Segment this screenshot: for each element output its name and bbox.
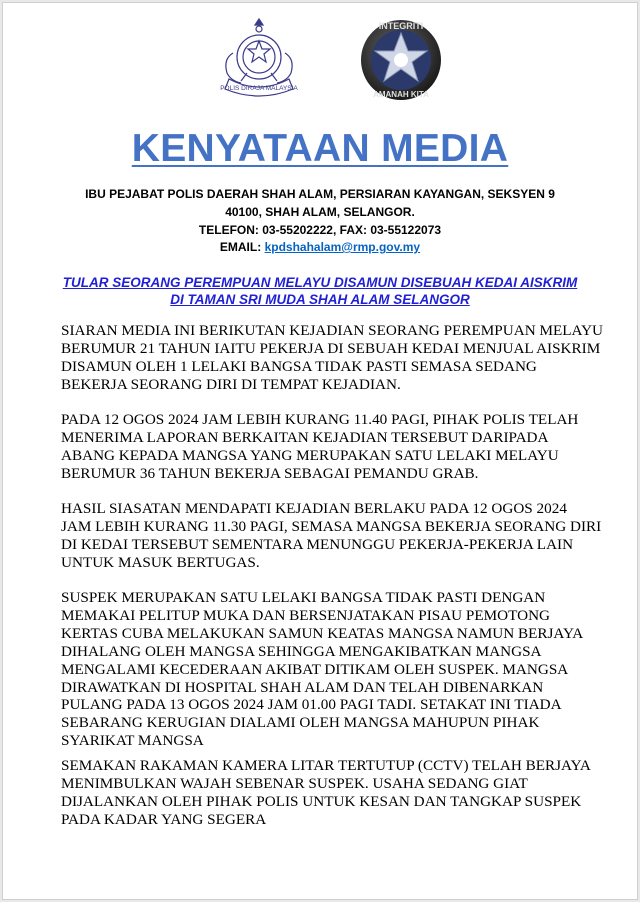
paragraph-line: DI KEDAI TERSEBUT SEMENTARA MENUNGGU PEKERJA-PEKERJA LAIN (61, 535, 574, 553)
paragraph-3 (61, 500, 601, 572)
paragraph-line: SIARAN MEDIA INI BERIKUTAN KEJADIAN SEORANG PEREMPUAN MELAYU (61, 322, 604, 339)
paragraph-line: BERUMUR 21 TAHUN IAITU PEKERJA DI SEBUAH KEDAI MENJUAL AISKRIM (61, 339, 601, 357)
address-line-2: 40100, SHAH ALAM, SELANGOR. (225, 205, 415, 219)
paragraph-line: KERTAS CUBA MELAKUKAN SAMUN KEATAS MANGSA NAMUN BERJAYA (61, 624, 584, 642)
page-title: KENYATAAN MEDIA (131, 127, 509, 170)
paragraph-line: SYARIKAT MANGSA (61, 732, 204, 750)
paragraph-line: DIHALANG OLEH MANGSA SEHINGGA MENGAKIBATKAN MANGSA (61, 642, 542, 660)
pdrm-crest-logo (207, 15, 311, 101)
paragraph-line: MENIMBULKAN WAJAH SEBENAR SUSPEK. USAHA SEDANG GIAT (61, 774, 528, 792)
svg-text:AMANAH KITA: AMANAH KITA (373, 90, 429, 99)
paragraph-line: BERUMUR 36 TAHUN BEKERJA SEBAGAI PEMANDU GRAB. (61, 464, 479, 482)
email-label: EMAIL: (219, 240, 265, 254)
paragraph-line: SEBARANG KERUGIAN DIALAMI OLEH MANGSA MAHUPUN PIHAK (61, 714, 540, 732)
paragraph-line: MENERIMA LAPORAN BERKAITAN KEJADIAN TERSEBUT DARIPADA (61, 428, 549, 446)
headline-line-1: TULAR SEORANG PEREMPUAN MELAYU DISAMUN DISEBUAH KEDAI AISKRIM (62, 275, 578, 290)
paragraph-5 (61, 757, 601, 829)
paragraph-line: ABANG KEPADA MANGSA YANG MERUPAKAN SATU LELAKI MELAYU (61, 446, 559, 464)
paragraph-line: MENGALAMI KECEDERAAN AKIBAT DITIKAM OLEH SUSPEK. MANGSA (61, 660, 569, 678)
paragraph-line: PULANG PADA 13 OGOS 2024 JAM 01.00 PAGI TADI. SETAKAT INI TIADA (61, 696, 562, 714)
paragraph-2 (61, 411, 601, 483)
paragraph-line: PADA 12 OGOS 2024 JAM LEBIH KURANG 11.40 PAGI, PIHAK POLIS TELAH (61, 411, 579, 428)
integriti-badge-logo (355, 17, 447, 103)
headline-line-2: DI TAMAN SRI MUDA SHAH ALAM SELANGOR (170, 292, 470, 307)
paragraph-line: JAM LEBIH KURANG 11.30 PAGI, SEMASA MANGSA BEKERJA SEORANG DIRI (61, 517, 602, 535)
address-line-1: IBU PEJABAT POLIS DAERAH SHAH ALAM, PERSIARAN KAYANGAN, SEKSYEN 9 (85, 187, 555, 201)
email-line (3, 240, 637, 254)
press-release-page (2, 2, 638, 900)
paragraph-4 (61, 589, 601, 750)
paragraph-line: HASIL SIASATAN MENDAPATI KEJADIAN BERLAKU PADA 12 OGOS 2024 (61, 500, 567, 517)
paragraph-line: UNTUK MASUK BERTUGAS. (61, 553, 260, 571)
email-link[interactable]: kpdshahalam@rmp.gov.my (264, 240, 421, 254)
phone-fax-line: TELEFON: 03-55202222, FAX: 03-55122073 (198, 223, 442, 237)
paragraph-1 (61, 322, 604, 394)
paragraph-line: BEKERJA SEORANG DIRI DI TEMPAT KEJADIAN. (61, 375, 401, 393)
paragraph-line: DIJALANKAN OLEH PIHAK POLIS UNTUK KESAN DAN TANGKAP SUSPEK (61, 792, 582, 810)
paragraph-line: PADA KADAR YANG SEGERA (61, 810, 267, 828)
svg-text:INTEGRITI: INTEGRITI (378, 21, 424, 31)
paragraph-line: SEMAKAN RAKAMAN KAMERA LITAR TERTUTUP (CCTV) TELAH BERJAYA (61, 757, 591, 774)
paragraph-line: DIRAWATKAN DI HOSPITAL SHAH ALAM DAN TELAH DIBENARKAN (61, 678, 544, 696)
paragraph-line: SUSPEK MERUPAKAN SATU LELAKI BANGSA TIDAK PASTI DENGAN (61, 589, 546, 606)
paragraph-line: DISAMUN OLEH 1 LELAKI BANGSA TIDAK PASTI SEMASA SEDANG (61, 357, 537, 375)
svg-text:POLIS DIRAJA MALAYSIA: POLIS DIRAJA MALAYSIA (220, 85, 298, 92)
paragraph-line: MEMAKAI PELITUP MUKA DAN BERSENJATAKAN PISAU PEMOTONG (61, 606, 551, 624)
